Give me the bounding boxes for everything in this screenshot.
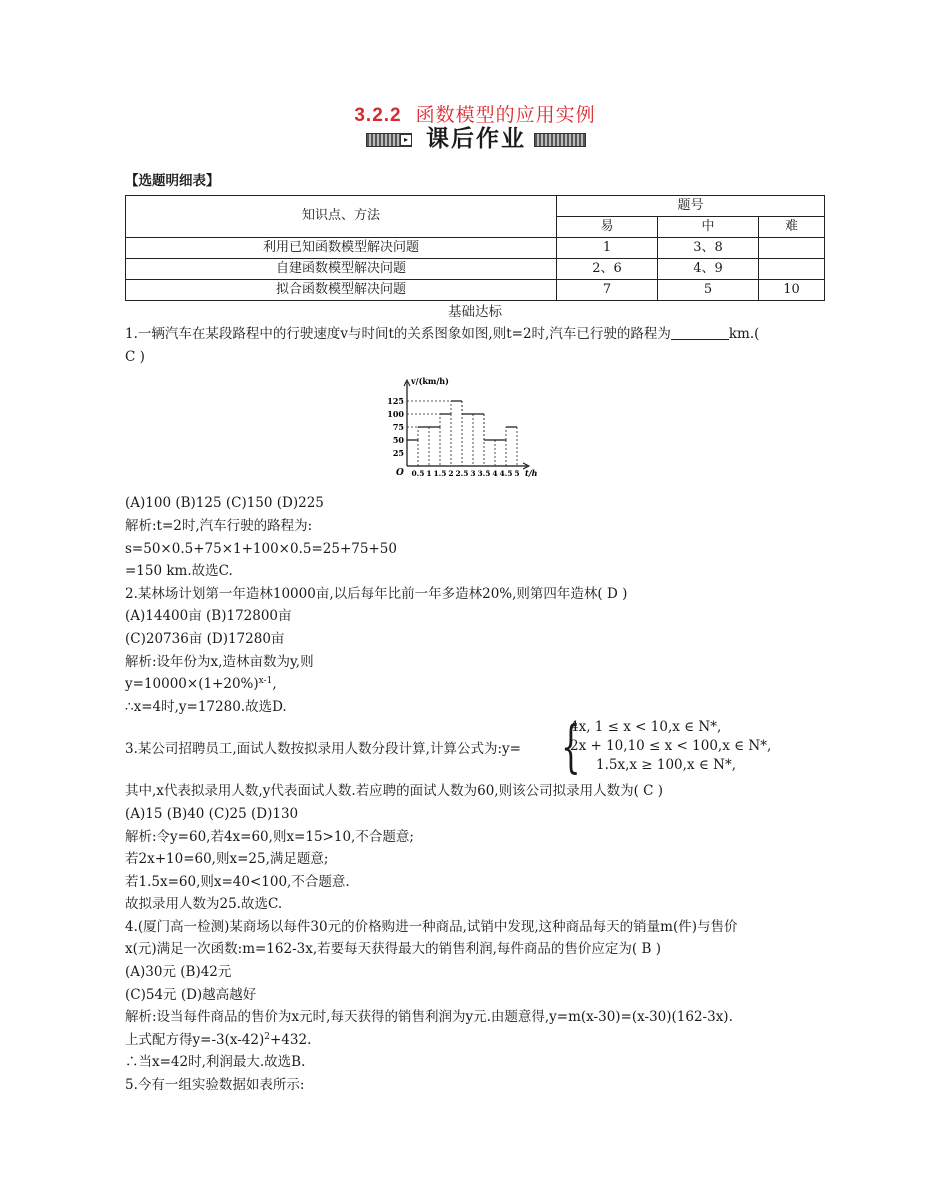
q1-stem-text: 1.一辆汽车在某段路程中的行驶速度v与时间t的关系图象如图,则t=2时,汽车已行驶的路程为 — [125, 326, 671, 343]
q1-stem-unit: km.( — [728, 326, 760, 343]
velocity-chart-svg — [383, 374, 563, 484]
q2-stem: 2.某林场计划第一年造林10000亩,以后每年比前一年多造林20%,则第四年造林( D ) — [125, 585, 628, 602]
homework-banner — [366, 125, 586, 153]
piecewise-cases — [570, 718, 771, 775]
q1-answer-line: C ) — [125, 348, 145, 365]
x-tick-label: 4.5 — [499, 469, 513, 479]
q3-analysis-4: 故拟录用人数为25.故选C. — [125, 896, 283, 913]
x-tick-label: 3 — [470, 469, 476, 479]
x-tick-label: 5 — [514, 469, 520, 479]
row-medium: 5 — [658, 279, 759, 300]
section-title — [354, 104, 595, 126]
q4-formula-tail: +432. — [269, 1031, 312, 1048]
q2-options-2: (C)20736亩 (D)17280亩 — [125, 630, 285, 647]
q3-stem-with-formula — [125, 715, 825, 781]
row-easy: 7 — [557, 279, 658, 300]
x-tick-label: 2 — [448, 469, 454, 479]
header-numbers: 题号 — [557, 195, 825, 216]
header-level-medium: 中 — [658, 216, 759, 237]
y-axis-label: v/(km/h) — [411, 376, 449, 387]
q3-analysis-3: 若1.5x=60,则x=40<100,不合题意. — [125, 873, 350, 890]
q3-analysis-2: 若2x+10=60,则x=25,满足题意; — [125, 851, 329, 868]
q3-stem: 3.某公司招聘员工,面试人数按拟录用人数分段计算,计算公式为:y= — [125, 741, 521, 758]
row-medium: 4、9 — [658, 258, 759, 279]
x-tick-label: 2.5 — [455, 469, 469, 479]
section-basic: 基础达标 — [448, 303, 502, 320]
table-row — [126, 258, 825, 279]
q1-stem — [125, 323, 825, 346]
worksheet-content — [125, 170, 825, 1097]
q3-stem-2: 其中,x代表拟录用人数,y代表面试人数.若应聘的面试人数为60,则该公司拟录用人数为( C ) — [125, 783, 664, 800]
y-tick-label: 100 — [387, 409, 404, 420]
q4-analysis-1: 解析:设当每件商品的售价为x元时,每天获得的销售利润为y元.由题意得,y=m(x-30)=(x-30)(162-3x). — [125, 1009, 733, 1026]
case-1: 4x, 1 ≤ x < 10,x ∈ N*, — [570, 719, 722, 736]
x-tick-label: 3.5 — [477, 469, 491, 479]
row-hard: 10 — [759, 279, 825, 300]
y-tick-label: 75 — [392, 422, 404, 433]
section-title-text: 函数模型的应用实例 — [415, 104, 596, 126]
y-tick-label: 25 — [392, 448, 404, 459]
x-axis-label: t/h — [525, 468, 538, 479]
origin-label: O — [396, 468, 404, 479]
q1-options: (A)100 (B)125 (C)150 (D)225 — [125, 495, 324, 512]
table-row — [126, 237, 825, 258]
detail-table — [125, 195, 825, 301]
q3-options: (A)15 (B)40 (C)25 (D)130 — [125, 805, 299, 822]
q4-formula: 上式配方得y=-3(x-42) — [125, 1031, 265, 1048]
table-row — [126, 279, 825, 300]
q2-analysis-1: 解析:设年份为x,造林亩数为y,则 — [125, 653, 314, 670]
q3-analysis-1: 解析:令y=60,若4x=60,则x=15>10,不合题意; — [125, 828, 414, 845]
q4-analysis-3: ∴当x=42时,利润最大.故选B. — [125, 1054, 306, 1071]
y-tick-label: 50 — [392, 435, 404, 446]
q4-stem-1: 4.(厦门高一检测)某商场以每件30元的价格购进一种商品,试销中发现,这种商品每天的销量m(件)与售价 — [125, 918, 738, 935]
row-easy: 1 — [557, 237, 658, 258]
x-tick-label: 1 — [426, 469, 432, 479]
q2-options-1: (A)14400亩 (B)172800亩 — [125, 608, 292, 625]
q2-formula-exponent: x-1 — [258, 676, 273, 687]
q4-formula-exponent: 2 — [264, 1031, 270, 1042]
q2-formula: y=10000×(1+20%) — [125, 676, 259, 693]
q4-options-1: (A)30元 (B)42元 — [125, 964, 232, 981]
q4-stem-2: x(元)满足一次函数:m=162-3x,若要每天获得最大的销售利润,每件商品的售价应定为( B ) — [125, 941, 661, 958]
header-level-hard: 难 — [759, 216, 825, 237]
row-topic: 拟合函数模型解决问题 — [126, 279, 557, 300]
q1-answer-blank — [671, 325, 729, 340]
q4-options-2: (C)54元 (D)越高越好 — [125, 986, 257, 1003]
row-easy: 2、6 — [557, 258, 658, 279]
x-tick-label: 1.5 — [433, 469, 447, 479]
page-header — [0, 100, 950, 127]
case-3: 1.5x,x ≥ 100,x ∈ N*, — [596, 757, 736, 774]
q2-analysis-2 — [125, 673, 825, 696]
q5-stem: 5.今有一组实验数据如表所示: — [125, 1077, 305, 1094]
q1-analysis-1: 解析:t=2时,汽车行驶的路程为: — [125, 517, 313, 534]
q1-analysis-2: s=50×0.5+75×1+100×0.5=25+75+50 — [125, 540, 397, 557]
banner-left-knob-icon: ▸ — [400, 134, 412, 146]
banner-text: 课后作业 — [426, 126, 526, 152]
row-hard — [759, 237, 825, 258]
row-medium: 3、8 — [658, 237, 759, 258]
q4-analysis-2 — [125, 1029, 825, 1052]
x-tick-label: 0.5 — [411, 469, 425, 479]
piecewise-brace: { — [561, 715, 581, 781]
row-hard — [759, 258, 825, 279]
detail-table-label: 【选题明细表】 — [125, 173, 220, 189]
row-topic: 利用已知函数模型解决问题 — [126, 237, 557, 258]
banner-right-bar — [534, 133, 586, 147]
section-number: 3.2.2 — [354, 105, 402, 126]
velocity-chart — [125, 374, 825, 486]
case-2: 2x + 10,10 ≤ x < 100,x ∈ N*, — [570, 738, 772, 755]
row-topic: 自建函数模型解决问题 — [126, 258, 557, 279]
q2-formula-tail: , — [272, 676, 277, 693]
header-topic: 知识点、方法 — [126, 195, 557, 237]
q1-analysis-3: =150 km.故选C. — [125, 563, 233, 580]
header-level-easy: 易 — [557, 216, 658, 237]
q2-analysis-3: ∴x=4时,y=17280.故选D. — [125, 698, 287, 715]
x-tick-label: 4 — [492, 469, 498, 479]
y-tick-label: 125 — [387, 396, 404, 407]
